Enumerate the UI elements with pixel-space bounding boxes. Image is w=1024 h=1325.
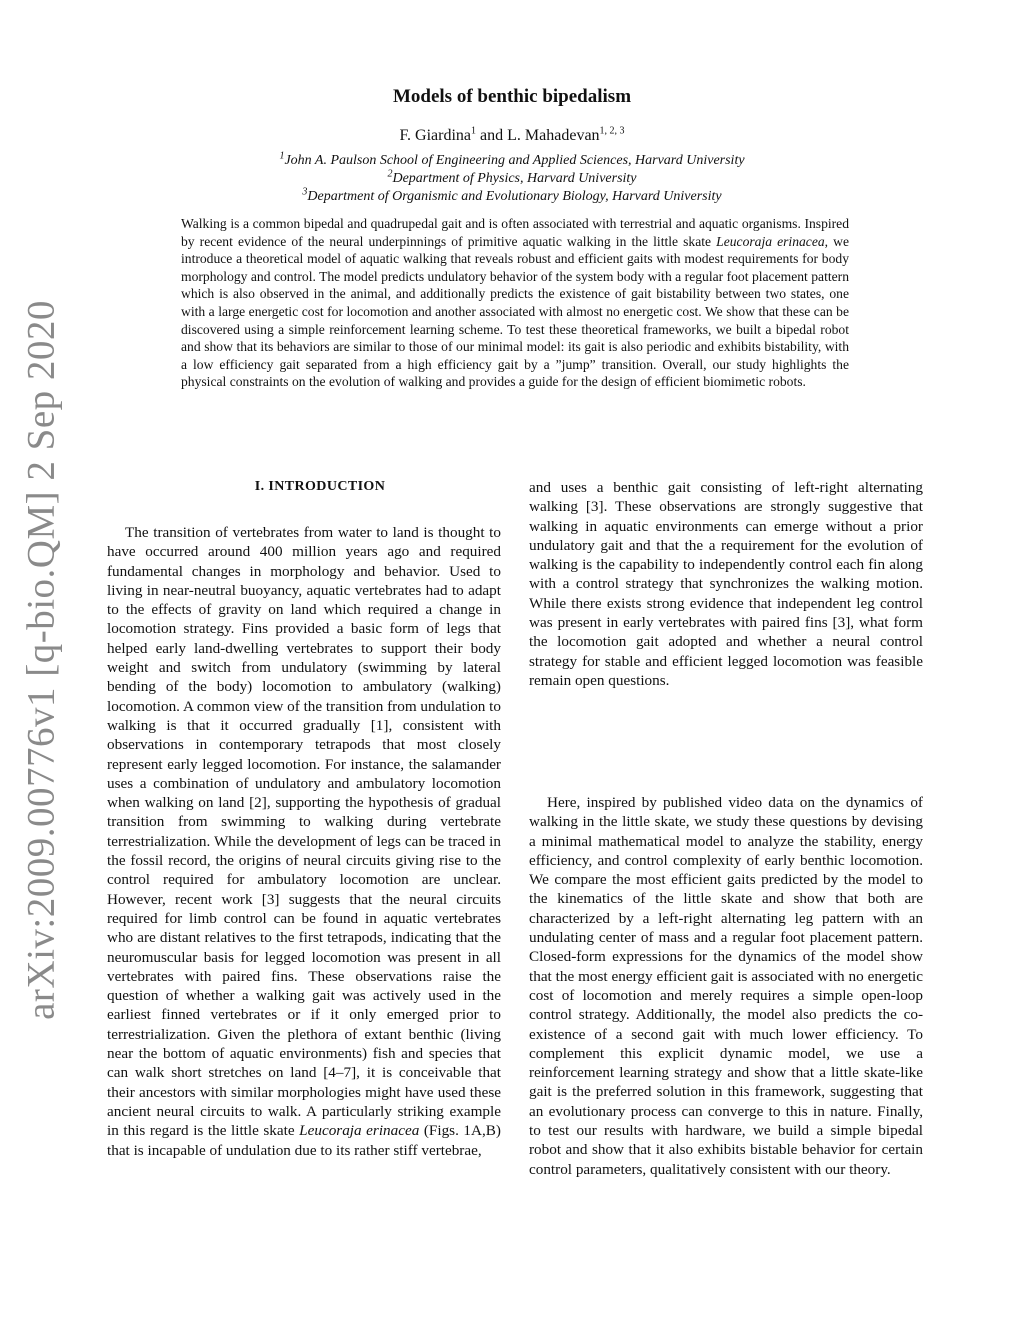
author-name: L. Mahadevan — [507, 127, 600, 144]
right-column-top — [529, 478, 923, 718]
left-column — [107, 523, 501, 1213]
right-column-bottom — [529, 793, 923, 1223]
affiliation-text: John A. Paulson School of Engineering and Applied Sciences, Harvard University — [284, 153, 745, 168]
paragraph — [107, 523, 501, 1160]
paragraph-continuation: and uses a benthic gait consisting of left-right alternating walking [3]. These observations are strongly suggestive that walking in aquatic environments can emerge without a prior undulatory gait and that the a requirement for the evolution of walking is the capability to independently control each fin along with a control strategy that synchronizes the walking motion. While there exists strong evidence that independent leg control was present in early vertebrates with paired fins [3], what form the locomotion gait adopted and whether a neural control strategy for stable and efficient legged locomotion was feasible remain open questions. — [529, 479, 923, 689]
paragraph-segment: (Figs. 1A,B) that is incapable of undulation due to its rather stiff vertebrae, — [107, 1122, 501, 1159]
affiliation-text: Department of Physics, Harvard University — [392, 171, 637, 186]
abstract-segment: , we introduce a theoretical model of aquatic walking that reveals robust and efficient gaits with modest requirements for body morphology and control. The model predicts undulatory behavior of the system body with a regular foot placement pattern which is also observed in the animal, and additionally predicts the existence of gait bistability between two states, one with a large energetic cost for locomotion and another associated with almost no energetic cost. We show that these can be discovered using a simple reinforcement learning scheme. To test these theoretical frameworks, we built a bipedal robot and show that its behaviors are similar to those of our minimal model: its gait is also periodic and exhibits bistability, with a low efficiency gait separated from a high efficiency gait by a ”jump” transition. Overall, our study highlights the physical constraints on the evolution of walking and provides a guide for the design of efficient biomimetic robots. — [181, 233, 849, 390]
affiliation-marker: 1 — [279, 150, 285, 162]
species-name: Leucoraja erinacea — [716, 233, 825, 249]
affiliation-marker: 3 — [302, 186, 308, 198]
author-conjunction: and — [476, 127, 508, 144]
abstract — [181, 215, 849, 391]
author-name: F. Giardina — [399, 127, 472, 144]
affiliation-marker: 2 — [387, 168, 393, 180]
species-name: Leucoraja erinacea — [299, 1122, 420, 1140]
author-line — [0, 127, 1024, 145]
section-heading: I. INTRODUCTION — [254, 479, 386, 494]
paper-title: Models of benthic bipedalism — [392, 86, 632, 107]
affiliation — [0, 168, 1024, 187]
paragraph-segment: The transition of vertebrates from water to land is thought to have occurred around 400 million years ago and required fundamental changes in morphology and behavior. Used to living in near-neutral buoyancy, aquatic vertebrates had to adapt to the effects of gravity on land which required a change in locomotion strategy. Fins provided a basic form of legs that helped early land-dwelling vertebrates to support their body weight and switch from undulatory (swimming by lateral bending of the body) locomotion to ambulatory (walking) locomotion. A common view of the transition from undulation to walking is that it occurred gradually [1], consistent with observations in contemporary tetrapods that most closely represent early legged locomotion. For instance, the salamander uses a combination of undulatory and ambulatory locomotion when walking on land [2], supporting the hypothesis of gradual transition from swimming to walking during vertebrate terrestrialization. While the development of legs can be traced in the fossil record, the origins of neural circuits giving rise to the control required for ambulatory locomotion are unclear. However, recent work [3] suggests that the neural circuits required for limb control can be found in aquatic vertebrates who are distant relatives to the first tetrapods, indicating that the neuromuscular basis for legged locomotion was present in all vertebrates with paired fins. These observations raise the question of whether a walking gait was actively used in the earliest finned vertebrates or if it only emerged prior to terrestrialization. Given the plethora of extant benthic (living near the bottom of aquatic environments) fish and species that can walk short stretches on land [4–7], it is conceivable that their ancestors with similar morphologies might have used these ancient neural circuits to walk. A particularly striking example in this regard is the little skate — [107, 524, 501, 1140]
affiliation — [0, 186, 1024, 205]
paragraph: Here, inspired by published video data on the dynamics of walking in the little skate, we study these questions by devising a minimal mathematical model to analyze the stability, energy efficiency, and control complexity of early benthic locomotion. We compare the most efficient gaits predicted by the model to the kinematics of the little skate and show that both are characterized by a left-right alternating leg pattern with an undulating center of mass and a regular foot placement pattern. Closed-form expressions for the dynamics of the model show that the most energy efficient gait is associated with no energetic cost of locomotion and merely requires a simple open-loop control strategy. Additionally, the model also predicts the co-existence of a second gait with much lower efficiency. To complement this explicit dynamic model, we use a reinforcement learning strategy and show that a little skate-like gait is the preferred solution in this framework, suggesting that an evolutionary process can converge to this in nature. Finally, to test our results with hardware, we build a simple bipedal robot and show that it also exhibits bistable behavior for certain control parameters, qualitatively consistent with our theory. — [529, 794, 923, 1178]
arxiv-stamp — [12, 300, 70, 1020]
abstract-segment: Walking is a common bipedal and quadrupedal gait and is often associated with terrestrial and aquatic organisms. Inspired by recent evidence of the neural underpinnings of primitive aquatic walking in the little skate — [181, 216, 849, 249]
author-affil-marker: 1 — [471, 125, 477, 137]
affiliation-text: Department of Organismic and Evolutionary Biology, Harvard University — [307, 189, 722, 204]
affiliation — [0, 150, 1024, 169]
author-affil-marker: 1, 2, 3 — [599, 125, 625, 137]
arxiv-identifier: arXiv:2009.00776v1 [q-bio.QM] 2 Sep 2020 — [19, 300, 63, 1020]
abstract-text — [181, 215, 849, 391]
